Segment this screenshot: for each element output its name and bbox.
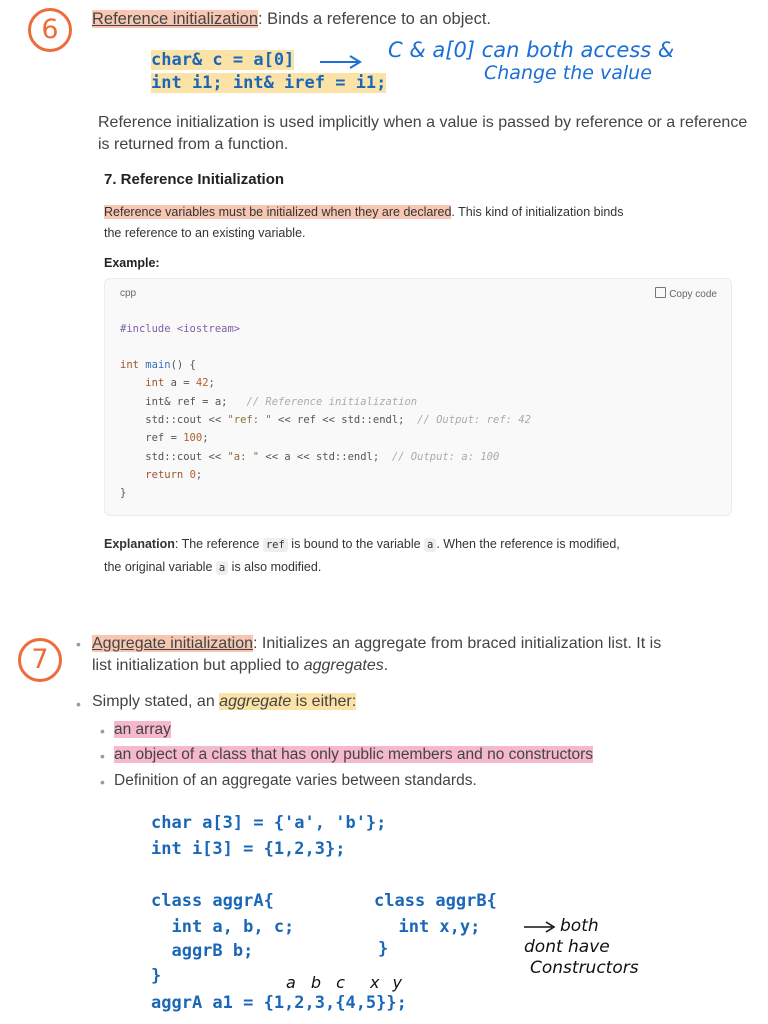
note7-definition <box>92 633 762 677</box>
bullet-dot: • <box>100 748 105 764</box>
copy-code-label: Copy code <box>669 289 717 300</box>
copy-icon <box>655 287 666 298</box>
handwritten-dont-have: dont have <box>524 937 610 957</box>
aggrA-line4: } <box>151 966 162 986</box>
note6-code-line2 <box>151 73 386 93</box>
handwritten-xy: x y <box>370 973 407 992</box>
arrow-icon <box>522 918 558 934</box>
note7-definition-text: . <box>383 657 389 674</box>
bullet2-text: is either: <box>291 693 357 710</box>
aggrB-line3: } <box>378 939 389 959</box>
bullet2-text: Simply stated, an <box>92 693 220 710</box>
code-line: int a = 42; <box>145 377 215 389</box>
code-line: } <box>120 487 127 499</box>
explanation-label: Explanation <box>104 537 175 551</box>
note6-handwritten-line1: C & a[0] can both access & <box>388 38 675 62</box>
explanation-text: is bound to the variable <box>287 537 425 551</box>
bullet-dot: • <box>76 636 81 652</box>
code-language-label: cpp <box>120 288 137 299</box>
aggrA-line3: aggrB b; <box>151 941 254 961</box>
handwritten-both: both <box>560 916 599 936</box>
section7-intro-line2: the reference to an existing variable. <box>104 226 306 240</box>
note7-term: Aggregate initialization <box>92 635 253 652</box>
aggrA-line2: int a, b, c; <box>151 917 295 937</box>
handwritten-constructors: Constructors <box>530 958 639 978</box>
note6-code1-text: char& c = a[0] <box>151 50 295 70</box>
note6-paragraph: Reference initialization is used implicitly when a value is passed by reference or a reference is returned from a function. <box>98 114 748 153</box>
example-label: Example: <box>104 256 160 270</box>
note6-handwritten-line2: Change the value <box>484 62 652 84</box>
sub-bullet-array <box>114 721 171 739</box>
aggrB-line2: int x,y; <box>378 917 481 937</box>
note6-definition <box>92 10 491 29</box>
aggrB-line1: class aggrB{ <box>374 891 497 911</box>
section7-intro <box>104 202 744 244</box>
code-line: ref = 100; <box>120 432 209 444</box>
note6-definition-text: : Binds a reference to an object. <box>258 10 491 28</box>
code-line: std::cout << "a: " << a << std::endl; // Output: a: 100 <box>120 451 500 463</box>
explanation-text: is also modified. <box>228 560 322 574</box>
sub2-text: an object of a class that has only public members and no constructors <box>114 746 594 763</box>
code-line: return 0; <box>145 469 203 481</box>
handwritten-abc: a b c <box>286 973 350 992</box>
note7-definition-text: list initialization but applied to <box>92 657 304 674</box>
code-line: std::cout << "ref: " << ref << std::endl; // Output: ref: 42 <box>120 414 531 426</box>
inline-code-ref: ref <box>263 538 288 552</box>
section7-intro-rest: . This kind of initialization binds <box>451 205 624 219</box>
section7-intro-highlight: Reference variables must be initialized when they are declared <box>104 205 452 219</box>
note7-bullet2 <box>92 693 356 711</box>
aggregate-code-last: aggrA a1 = {1,2,3,{4,5}}; <box>151 993 407 1013</box>
explanation <box>104 533 744 579</box>
sub-bullet-definition: Definition of an aggregate varies between standards. <box>114 772 477 789</box>
aggregate-italic: aggregate <box>219 693 292 710</box>
note6-code-line1 <box>151 50 294 70</box>
bullet-dot: • <box>100 723 105 739</box>
number-7-circle: 7 <box>18 638 62 682</box>
note7-aggregates-italic: aggregates <box>303 657 384 674</box>
note6-term: Reference initialization <box>92 10 259 28</box>
number-6-circle: 6 <box>28 8 72 52</box>
section7-heading: 7. Reference Initialization <box>104 171 285 188</box>
explanation-text: : The reference <box>174 537 263 551</box>
explanation-text: . When the reference is modified, <box>436 537 620 551</box>
note6-code2-text: int i1; int& iref = i1; <box>151 73 387 93</box>
arrow-icon <box>318 52 366 70</box>
bullet-dot: • <box>76 696 81 712</box>
copy-code-button[interactable] <box>655 287 717 300</box>
bullet-dot: • <box>100 774 105 790</box>
inline-code-a2: a <box>216 561 228 575</box>
code-line: int& ref = a; // Reference initialization <box>120 396 418 408</box>
note7-definition-text: : Initializes an aggregate from braced initialization list. It is <box>253 635 662 652</box>
aggregate-code-line1: char a[3] = {'a', 'b'}; <box>151 813 387 833</box>
inline-code-a: a <box>424 538 436 552</box>
code-line: int main() { <box>120 359 196 371</box>
code-block <box>104 278 732 516</box>
aggregate-code-line2: int i[3] = {1,2,3}; <box>151 839 346 859</box>
code-line: #include <iostream> <box>120 323 241 335</box>
aggrA-line1: class aggrA{ <box>151 891 274 911</box>
sub-bullet-object <box>114 746 593 764</box>
explanation-text: the original variable <box>104 560 216 574</box>
sub1-text: an array <box>114 721 171 738</box>
